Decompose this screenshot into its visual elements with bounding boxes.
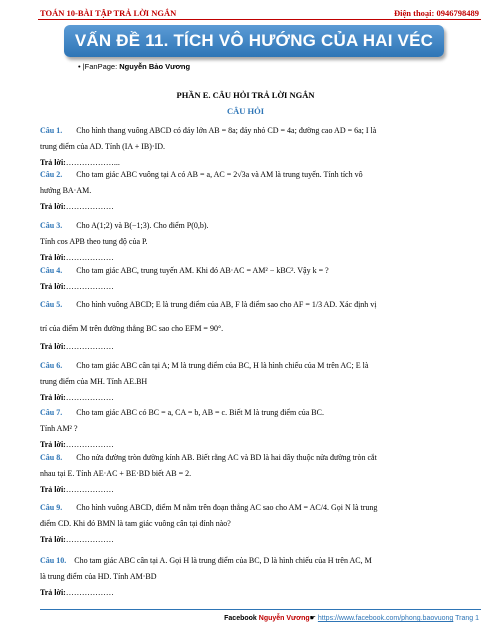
question-text: Cho tam giác ABC có BC = a, CA = b, AB = c. Biết M là trung điểm của BC.: [76, 408, 324, 417]
answer-blank[interactable]: ………………: [65, 202, 114, 211]
answer-line: [40, 485, 114, 494]
answer-label: Trả lời:: [40, 588, 66, 597]
answer-line: [40, 253, 114, 262]
answer-blank[interactable]: ………………: [65, 588, 114, 597]
answer-line: [40, 535, 114, 544]
question-label: Câu 5.: [40, 300, 63, 309]
question-label: Câu 10.: [40, 556, 67, 565]
question-text: Cho tam giác ABC, trung tuyến AM. Khi đó AB·AC = AM² − kBC². Vậy k = ?: [76, 266, 329, 275]
answer-line: [40, 393, 114, 402]
header-title: TOÁN 10-BÀI TẬP TRẢ LỜI NGẮN: [40, 8, 177, 18]
chapter-banner: VẤN ĐỀ 11. TÍCH VÔ HƯỚNG CỦA HAI VÉC TƠ: [64, 25, 444, 57]
answer-line: [40, 158, 120, 167]
answer-label: Trả lời:: [40, 535, 66, 544]
section-subtitle: CÂU HỎI: [226, 106, 265, 116]
answer-label: Trả lời:: [40, 440, 66, 449]
question-continuation: trung điểm của AD. Tính (IA + IB)·ID.: [40, 142, 166, 151]
question-line: [40, 408, 324, 417]
question-label: Câu 6.: [40, 361, 63, 370]
question-label: Câu 8.: [40, 453, 63, 462]
question-label: Câu 1.: [40, 126, 63, 135]
answer-line: [40, 202, 114, 211]
question-line: [40, 300, 377, 309]
answer-blank[interactable]: ………………: [65, 342, 114, 351]
answer-blank[interactable]: ………………: [65, 485, 114, 494]
footer-author: Nguyễn Vương: [258, 615, 310, 622]
question-text: Cho A(1;2) và B(−1;3). Cho điểm P(0,b).: [76, 221, 209, 230]
answer-blank[interactable]: ………………: [65, 282, 114, 291]
header-divider: [38, 19, 481, 20]
answer-label: Trả lời:: [40, 202, 66, 211]
question-line: [40, 503, 377, 512]
question-continuation: điểm CD. Khi đó BMN là tam giác vuông cân tại đỉnh nào?: [40, 519, 231, 528]
question-label: Câu 3.: [40, 221, 63, 230]
answer-line: [40, 282, 114, 291]
question-continuation: trung điểm của MH. Tính AE.BH: [40, 377, 148, 386]
footer-link[interactable]: https://www.facebook.com/phong.baovuong: [317, 615, 454, 622]
question-continuation: Tính cos APB theo tung độ của P.: [40, 237, 148, 246]
question-text: Cho tam giác ABC cân tại A. Gọi H là trung điểm của BC, D là hình chiếu của H trên AC, M: [74, 556, 372, 565]
answer-label: Trả lời:: [40, 253, 66, 262]
page-footer: [0, 609, 491, 629]
page-number: Trang 1: [453, 615, 479, 622]
answer-blank[interactable]: ………………: [65, 393, 114, 402]
answer-line: [40, 588, 114, 597]
answer-label: Trả lời:: [40, 485, 66, 494]
question-line: [40, 266, 329, 275]
question-continuation: trí của điểm M trên đường thẳng BC sao cho EFM = 90°.: [40, 324, 224, 333]
question-continuation: hướng BA·AM.: [40, 186, 92, 195]
question-text: Cho hình vuông ABCD; E là trung điểm của AB, F là điểm sao cho AF = 1/3 AD. Xác định vị: [76, 300, 377, 309]
answer-label: Trả lời:: [40, 342, 66, 351]
question-label: Câu 2.: [40, 170, 63, 179]
question-text: Cho tam giác ABC vuông tại A có AB = a, AC = 2√3a và AM là trung tuyến. Tính tích vô: [76, 170, 363, 179]
answer-blank[interactable]: ………………: [65, 253, 114, 262]
answer-line: [40, 342, 114, 351]
question-text: Cho tam giác ABC cân tại A; M là trung điểm của BC, H là hình chiếu của M trên AC; E là: [76, 361, 369, 370]
footer-facebook-label: Facebook: [224, 615, 259, 622]
fanpage-name: Nguyễn Bảo Vương: [119, 62, 191, 71]
fanpage-prefix: • |FanPage:: [78, 62, 120, 71]
question-continuation: là trung điểm của HD. Tính AM·BD: [40, 572, 157, 581]
question-line: [40, 221, 209, 230]
question-line: [40, 556, 372, 565]
question-line: [40, 170, 363, 179]
answer-blank[interactable]: ………………...: [65, 158, 120, 167]
pointing-hand-icon: ☛: [309, 615, 318, 622]
footer-divider: [40, 609, 481, 610]
header-phone: Điện thoại: 0946798489: [394, 8, 479, 18]
question-label: Câu 9.: [40, 503, 63, 512]
section-title: PHẦN E. CÂU HỎI TRẢ LỜI NGẮN: [176, 90, 315, 100]
question-label: Câu 4.: [40, 266, 63, 275]
answer-blank[interactable]: ………………: [65, 535, 114, 544]
fanpage-line: [78, 62, 190, 71]
answer-line: [40, 440, 114, 449]
answer-label: Trả lời:: [40, 282, 66, 291]
question-line: [40, 453, 377, 462]
answer-blank[interactable]: ………………: [65, 440, 114, 449]
question-line: [40, 361, 368, 370]
question-continuation: nhau tại E. Tính AE·AC + BE·BD biết AB = 2.: [40, 469, 192, 478]
question-label: Câu 7.: [40, 408, 63, 417]
answer-label: Trả lời:: [40, 393, 66, 402]
question-text: Cho hình vuông ABCD, điểm M nằm trên đoạn thẳng AC sao cho AM = AC/4. Gọi N là trung: [76, 503, 378, 512]
question-text: Cho nửa đường tròn đường kính AB. Biết rằng AC và BD là hai dây thuộc nửa đường tròn cắt: [76, 453, 377, 462]
answer-label: Trả lời:: [40, 158, 66, 167]
question-continuation: Tính AM² ?: [40, 424, 78, 433]
page-header: [0, 6, 491, 20]
footer-text: [224, 614, 479, 622]
question-text: Cho hình thang vuông ABCD có đáy lớn AB = 8a; đáy nhỏ CD = 4a; đường cao AD = 6a; I là: [76, 126, 377, 135]
question-line: [40, 126, 376, 135]
